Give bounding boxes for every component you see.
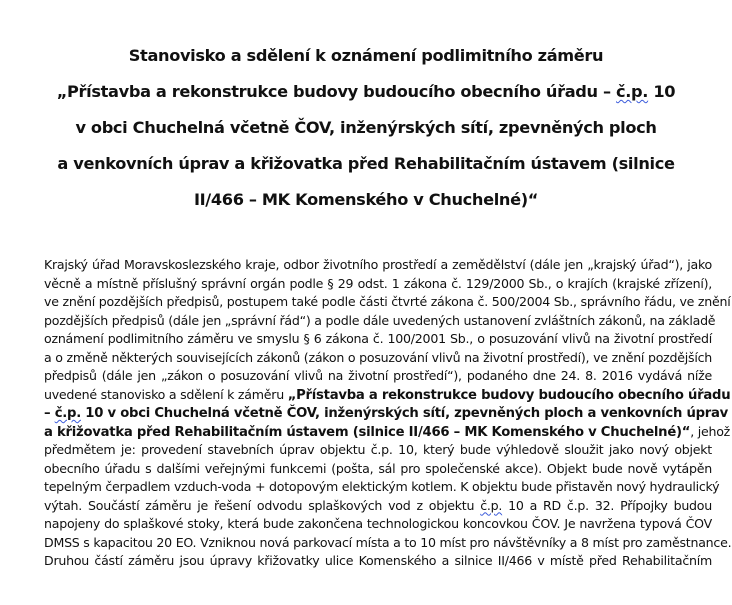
body-line-14-a: výtah. Součástí záměru je řešení odvodu splaškových vod z objektu (44, 497, 481, 513)
title-line-3: v obci Chuchelná včetně ČOV, inženýrských sítí, zpevněných ploch (75, 118, 657, 137)
body-line-7: předpisů (dále jen „zákon o posuzování vlivů na životní prostředí“), podaného dne 24. 8. 2016 vydává níže (44, 368, 712, 383)
body-line-2: věcně a místně příslušný správní orgán podle § 29 odst. 1 zákona č. 129/2000 Sb., o krajích (krajské zřízení), (44, 275, 712, 291)
title-line-2-text: „Přístavba a rekonstrukce budovy budoucího obecního úřadu – (56, 82, 617, 101)
title-line-4: a venkovních úprav a křižovatka před Rehabilitačním ústavem (silnice (57, 154, 675, 173)
body-line-8-plain: uvedené stanovisko a sdělení k záměru (44, 386, 288, 402)
project-name-bold-1: „Přístavba a rekonstrukce budovy budoucího obecního úřadu (287, 387, 731, 403)
body-line-6: a o změně některých souvisejících zákonů (zákon o posuzování vlivů na životní prostředí), ve znění pozdějších (44, 349, 712, 365)
body-line-10 (44, 423, 731, 442)
body-cp-spellcheck-2[interactable]: č.p. (480, 497, 503, 513)
body-line-13: tepelným čerpadlem vzduch-voda + dotopovým elektickým kotlem. K objektu bude přistavěn nový hydraulický (44, 479, 720, 494)
body-line-14-b: 10 a RD č.p. 32. Přípojky budou (502, 497, 712, 513)
body-line-11: předmětem je: provedení stavebních úprav objektu č.p. 10, který bude výhledově sloužit jako nový objekt (44, 442, 712, 457)
project-name-dash: – (44, 406, 55, 421)
body-line-4: pozdějších předpisů (dále jen „správní řád“) a podle dále uvedených ustanovení zvláštních zákonů, na základě (44, 312, 716, 328)
body-line-3: ve znění pozdějších předpisů, postupem také podle části čtvrté zákona č. 500/2004 Sb., správního řádu, ve znění (44, 294, 731, 309)
title-line-5: II/466 – MK Komenského v Chuchelné)“ (193, 190, 539, 209)
body-line-8 (44, 386, 731, 405)
project-name-bold-3: a křižovatka před Rehabilitačním ústavem (silnice II/466 – MK Komenského v Chuchelné)“ (44, 424, 691, 440)
body-line-10-plain: , jehož (690, 423, 731, 439)
title-line-2 (0, 74, 732, 110)
title-cp-spellcheck[interactable]: č.p. (616, 82, 649, 101)
body-paragraph (44, 256, 732, 571)
project-name-bold-2: 10 v obci Chuchelná včetně ČOV, inženýrských sítí, zpevněných ploch a venkovních úprav (80, 406, 729, 421)
body-line-5: oznámení podlimitního záměru ve smyslu § 6 zákona č. 100/2001 Sb., o posuzování vlivů na životní prostředí (44, 331, 712, 346)
body-line-9 (44, 404, 729, 423)
title-line-1: Stanovisko a sdělení k oznámení podlimitního záměru (128, 46, 604, 65)
body-line-17: Druhou částí záměru jsou úpravy křižovatky ulice Komenského a silnice II/466 v místě před Rehabilitačním (44, 553, 712, 568)
body-line-14 (44, 497, 712, 516)
body-line-12: obecního úřadu s dalšími veřejnými funkcemi (pošta, sál pro společenské akce). Objekt bude nově vytápěn (44, 460, 712, 476)
document-title (0, 38, 732, 218)
title-cp-number: 10 (648, 82, 676, 101)
body-cp-spellcheck-1[interactable]: č.p. (54, 406, 81, 421)
body-line-16: DMSS s kapacitou 20 EO. Vzniknou nová parkovací místa a to 10 míst pro návštěvníky a 8 míst pro zaměstnance. (44, 534, 732, 550)
body-line-1: Krajský úřad Moravskoslezského kraje, odbor životního prostředí a zemědělství (dále jen „krajský úřad“), jako (44, 257, 712, 272)
body-line-15: napojeny do splaškové stoky, která bude zakončena technologickou koncovkou ČOV. Je navržena typová ČOV (44, 516, 712, 531)
